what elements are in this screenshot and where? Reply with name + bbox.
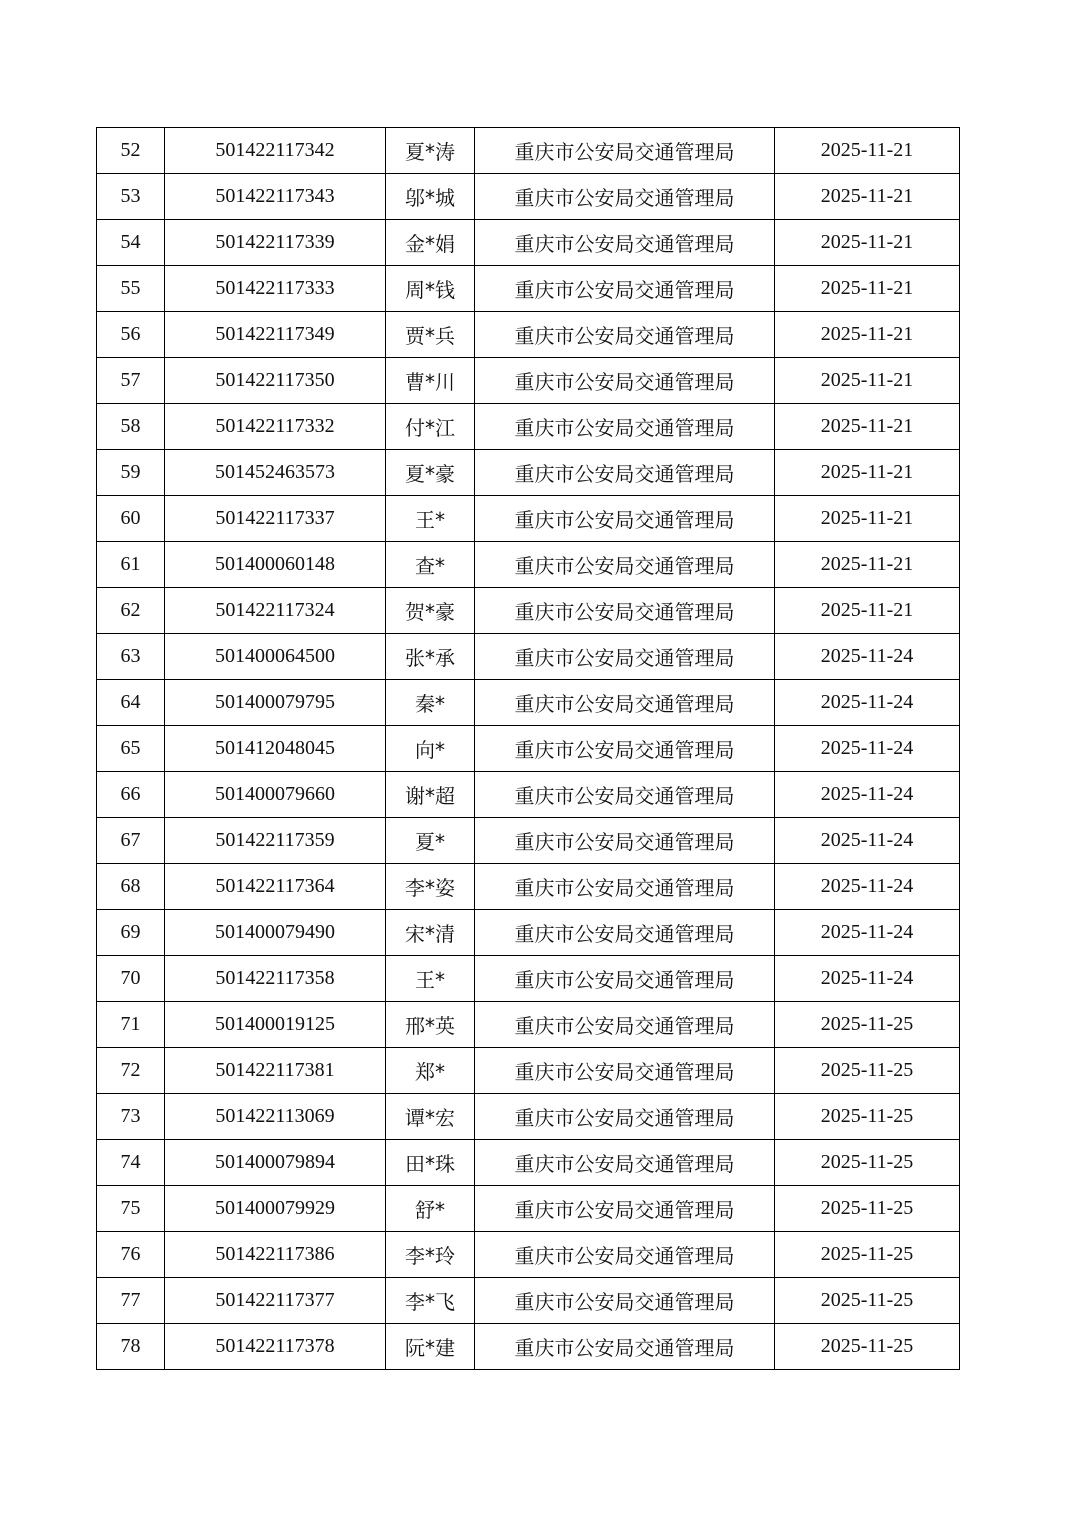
table-row	[97, 1278, 960, 1324]
table-row	[97, 726, 960, 772]
date-cell: 2025-11-25	[775, 1048, 960, 1094]
agency-cell: 重庆市公安局交通管理局	[475, 1232, 775, 1278]
agency-cell: 重庆市公安局交通管理局	[475, 312, 775, 358]
record-id-cell: 501422117358	[165, 956, 386, 1002]
date-cell: 2025-11-24	[775, 634, 960, 680]
row-number-cell: 55	[97, 266, 165, 312]
date-cell: 2025-11-21	[775, 312, 960, 358]
date-cell: 2025-11-24	[775, 864, 960, 910]
table-row	[97, 542, 960, 588]
person-name-cell: 舒*	[386, 1186, 475, 1232]
record-id-cell: 501412048045	[165, 726, 386, 772]
person-name-cell: 田*珠	[386, 1140, 475, 1186]
record-id-cell: 501422117381	[165, 1048, 386, 1094]
table-row	[97, 956, 960, 1002]
record-id-cell: 501422117350	[165, 358, 386, 404]
person-name-cell: 贺*豪	[386, 588, 475, 634]
agency-cell: 重庆市公安局交通管理局	[475, 450, 775, 496]
table-row	[97, 588, 960, 634]
agency-cell: 重庆市公安局交通管理局	[475, 634, 775, 680]
row-number-cell: 63	[97, 634, 165, 680]
record-id-cell: 501422117364	[165, 864, 386, 910]
agency-cell: 重庆市公安局交通管理局	[475, 1278, 775, 1324]
agency-cell: 重庆市公安局交通管理局	[475, 1186, 775, 1232]
date-cell: 2025-11-24	[775, 772, 960, 818]
agency-cell: 重庆市公安局交通管理局	[475, 404, 775, 450]
person-name-cell: 邢*英	[386, 1002, 475, 1048]
date-cell: 2025-11-21	[775, 496, 960, 542]
table-row	[97, 772, 960, 818]
table-row	[97, 266, 960, 312]
agency-cell: 重庆市公安局交通管理局	[475, 220, 775, 266]
agency-cell: 重庆市公安局交通管理局	[475, 818, 775, 864]
record-id-cell: 501400019125	[165, 1002, 386, 1048]
row-number-cell: 57	[97, 358, 165, 404]
agency-cell: 重庆市公安局交通管理局	[475, 174, 775, 220]
agency-cell: 重庆市公安局交通管理局	[475, 772, 775, 818]
agency-cell: 重庆市公安局交通管理局	[475, 496, 775, 542]
person-name-cell: 金*娟	[386, 220, 475, 266]
agency-cell: 重庆市公安局交通管理局	[475, 588, 775, 634]
person-name-cell: 秦*	[386, 680, 475, 726]
row-number-cell: 64	[97, 680, 165, 726]
record-id-cell: 501422117332	[165, 404, 386, 450]
agency-cell: 重庆市公安局交通管理局	[475, 680, 775, 726]
row-number-cell: 71	[97, 1002, 165, 1048]
agency-cell: 重庆市公安局交通管理局	[475, 864, 775, 910]
row-number-cell: 75	[97, 1186, 165, 1232]
agency-cell: 重庆市公安局交通管理局	[475, 358, 775, 404]
date-cell: 2025-11-21	[775, 450, 960, 496]
date-cell: 2025-11-21	[775, 266, 960, 312]
date-cell: 2025-11-21	[775, 128, 960, 174]
agency-cell: 重庆市公安局交通管理局	[475, 726, 775, 772]
person-name-cell: 张*承	[386, 634, 475, 680]
agency-cell: 重庆市公安局交通管理局	[475, 1140, 775, 1186]
record-id-cell: 501400079795	[165, 680, 386, 726]
record-table	[96, 127, 960, 1370]
person-name-cell: 查*	[386, 542, 475, 588]
agency-cell: 重庆市公安局交通管理局	[475, 956, 775, 1002]
record-id-cell: 501422117377	[165, 1278, 386, 1324]
table-row	[97, 680, 960, 726]
date-cell: 2025-11-25	[775, 1232, 960, 1278]
person-name-cell: 李*玲	[386, 1232, 475, 1278]
row-number-cell: 54	[97, 220, 165, 266]
date-cell: 2025-11-25	[775, 1324, 960, 1370]
row-number-cell: 66	[97, 772, 165, 818]
row-number-cell: 68	[97, 864, 165, 910]
agency-cell: 重庆市公安局交通管理局	[475, 910, 775, 956]
agency-cell: 重庆市公安局交通管理局	[475, 1048, 775, 1094]
date-cell: 2025-11-25	[775, 1186, 960, 1232]
record-table-body	[97, 128, 960, 1370]
person-name-cell: 阮*建	[386, 1324, 475, 1370]
person-name-cell: 邬*城	[386, 174, 475, 220]
person-name-cell: 谢*超	[386, 772, 475, 818]
record-id-cell: 501422117342	[165, 128, 386, 174]
record-id-cell: 501422117333	[165, 266, 386, 312]
table-row	[97, 358, 960, 404]
record-id-cell: 501422117359	[165, 818, 386, 864]
row-number-cell: 60	[97, 496, 165, 542]
record-id-cell: 501422117378	[165, 1324, 386, 1370]
agency-cell: 重庆市公安局交通管理局	[475, 1324, 775, 1370]
date-cell: 2025-11-25	[775, 1094, 960, 1140]
person-name-cell: 付*江	[386, 404, 475, 450]
record-id-cell: 501400060148	[165, 542, 386, 588]
row-number-cell: 58	[97, 404, 165, 450]
date-cell: 2025-11-21	[775, 174, 960, 220]
table-row	[97, 1048, 960, 1094]
date-cell: 2025-11-25	[775, 1278, 960, 1324]
agency-cell: 重庆市公安局交通管理局	[475, 266, 775, 312]
record-id-cell: 501422117337	[165, 496, 386, 542]
table-row	[97, 496, 960, 542]
record-id-cell: 501422117386	[165, 1232, 386, 1278]
date-cell: 2025-11-25	[775, 1002, 960, 1048]
agency-cell: 重庆市公安局交通管理局	[475, 542, 775, 588]
person-name-cell: 周*钱	[386, 266, 475, 312]
table-row	[97, 864, 960, 910]
agency-cell: 重庆市公安局交通管理局	[475, 128, 775, 174]
table-row	[97, 174, 960, 220]
row-number-cell: 56	[97, 312, 165, 358]
table-row	[97, 1186, 960, 1232]
person-name-cell: 谭*宏	[386, 1094, 475, 1140]
date-cell: 2025-11-21	[775, 588, 960, 634]
date-cell: 2025-11-24	[775, 956, 960, 1002]
row-number-cell: 72	[97, 1048, 165, 1094]
table-row	[97, 450, 960, 496]
record-id-cell: 501422117349	[165, 312, 386, 358]
table-row	[97, 1232, 960, 1278]
row-number-cell: 73	[97, 1094, 165, 1140]
table-row	[97, 818, 960, 864]
person-name-cell: 曹*川	[386, 358, 475, 404]
record-id-cell: 501400079929	[165, 1186, 386, 1232]
table-row	[97, 634, 960, 680]
record-id-cell: 501452463573	[165, 450, 386, 496]
record-id-cell: 501400079660	[165, 772, 386, 818]
date-cell: 2025-11-24	[775, 680, 960, 726]
date-cell: 2025-11-24	[775, 910, 960, 956]
date-cell: 2025-11-24	[775, 726, 960, 772]
row-number-cell: 67	[97, 818, 165, 864]
person-name-cell: 宋*清	[386, 910, 475, 956]
table-row	[97, 1324, 960, 1370]
row-number-cell: 59	[97, 450, 165, 496]
record-id-cell: 501422117324	[165, 588, 386, 634]
record-id-cell: 501422113069	[165, 1094, 386, 1140]
person-name-cell: 郑*	[386, 1048, 475, 1094]
person-name-cell: 李*姿	[386, 864, 475, 910]
table-row	[97, 128, 960, 174]
row-number-cell: 78	[97, 1324, 165, 1370]
record-id-cell: 501422117339	[165, 220, 386, 266]
record-id-cell: 501400079490	[165, 910, 386, 956]
date-cell: 2025-11-24	[775, 818, 960, 864]
person-name-cell: 李*飞	[386, 1278, 475, 1324]
person-name-cell: 夏*	[386, 818, 475, 864]
table-row	[97, 1002, 960, 1048]
row-number-cell: 69	[97, 910, 165, 956]
row-number-cell: 74	[97, 1140, 165, 1186]
table-row	[97, 910, 960, 956]
record-id-cell: 501422117343	[165, 174, 386, 220]
table-row	[97, 404, 960, 450]
row-number-cell: 61	[97, 542, 165, 588]
table-row	[97, 1094, 960, 1140]
person-name-cell: 向*	[386, 726, 475, 772]
agency-cell: 重庆市公安局交通管理局	[475, 1094, 775, 1140]
row-number-cell: 70	[97, 956, 165, 1002]
date-cell: 2025-11-21	[775, 542, 960, 588]
person-name-cell: 王*	[386, 956, 475, 1002]
person-name-cell: 夏*涛	[386, 128, 475, 174]
person-name-cell: 夏*豪	[386, 450, 475, 496]
date-cell: 2025-11-21	[775, 358, 960, 404]
row-number-cell: 65	[97, 726, 165, 772]
date-cell: 2025-11-25	[775, 1140, 960, 1186]
row-number-cell: 53	[97, 174, 165, 220]
row-number-cell: 76	[97, 1232, 165, 1278]
person-name-cell: 王*	[386, 496, 475, 542]
row-number-cell: 52	[97, 128, 165, 174]
person-name-cell: 贾*兵	[386, 312, 475, 358]
date-cell: 2025-11-21	[775, 220, 960, 266]
table-row	[97, 1140, 960, 1186]
table-row	[97, 220, 960, 266]
row-number-cell: 77	[97, 1278, 165, 1324]
agency-cell: 重庆市公安局交通管理局	[475, 1002, 775, 1048]
date-cell: 2025-11-21	[775, 404, 960, 450]
record-id-cell: 501400064500	[165, 634, 386, 680]
row-number-cell: 62	[97, 588, 165, 634]
record-id-cell: 501400079894	[165, 1140, 386, 1186]
table-row	[97, 312, 960, 358]
